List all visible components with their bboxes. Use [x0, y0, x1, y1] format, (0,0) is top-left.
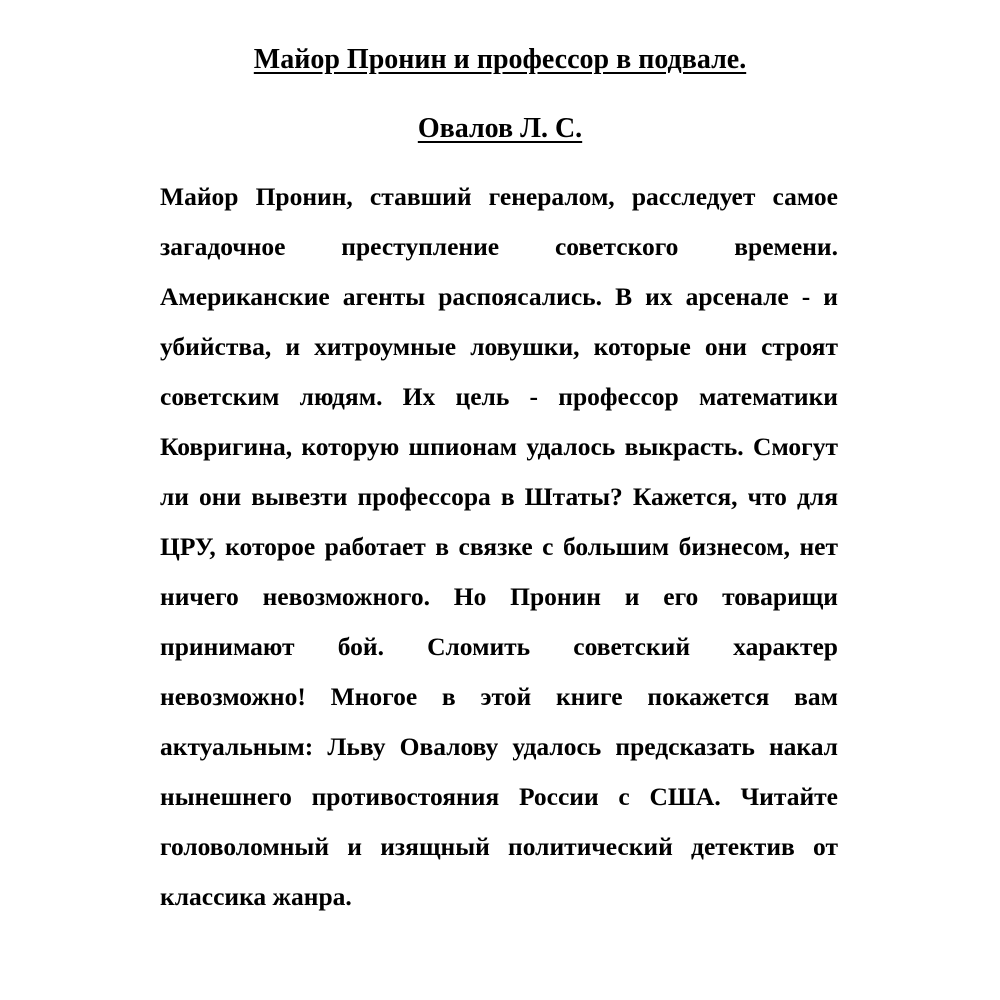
book-description: Майор Пронин, ставший генералом, расследует самое загадочное преступление советского времени. Американские агенты распоясались. В их арсенале - и убийства, и хитроумные ловушки, которые они строят советским людям. Их цель - профессор математики Ковригина, которую шпионам удалось выкрасть. Смогут ли они вывезти профессора в Штаты? Кажется, что для ЦРУ, которое работает в связке с большим бизнесом, нет ничего невозможного. Но Пронин и его товарищи принимают бой. Сломить советский характер невозможно! Многое в этой книге покажется вам актуальным: Льву Овалову удалось предсказать накал нынешнего противостояния России с США. Читайте головоломный и изящный политический детектив от классика жанра.: [160, 182, 838, 911]
book-title-text: Майор Пронин и профессор в подвале.: [253, 44, 747, 75]
book-author-text: Овалов Л. С.: [417, 113, 583, 144]
book-title: [0, 43, 1000, 77]
book-author: [0, 112, 1000, 146]
